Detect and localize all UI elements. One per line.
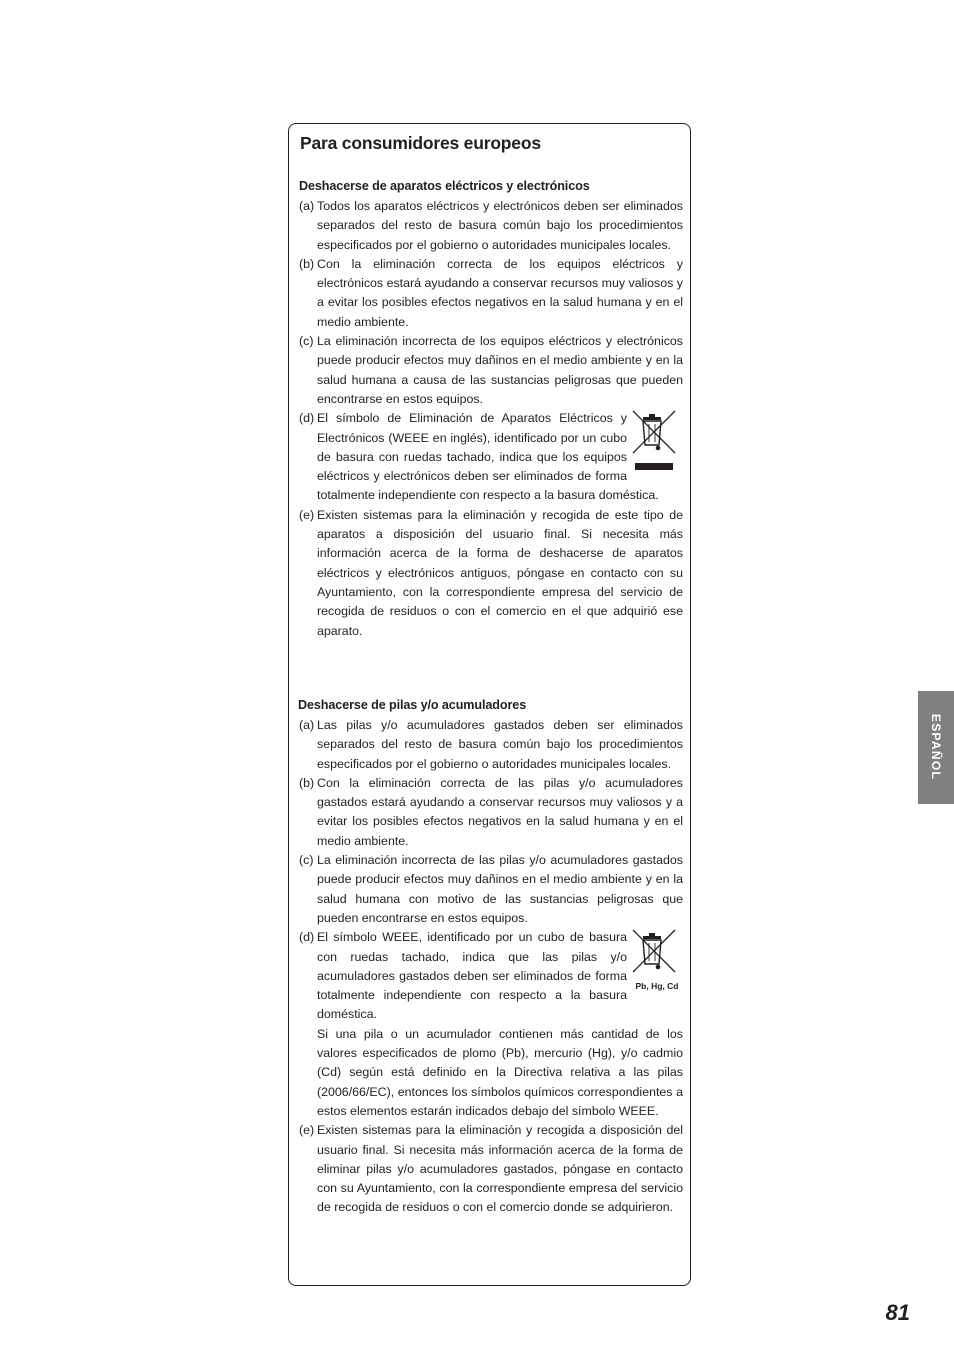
item-text: Con la eliminación correcta de las pilas y/o acumuladores gastados estará ayudando a conservar recursos muy valiosos y a evitar los posibles efectos negativos en la salud humana y en el medio ambiente.	[317, 775, 683, 848]
list-item	[299, 1121, 683, 1217]
list-item	[299, 409, 683, 505]
language-tab-label: ESPAÑOL	[929, 713, 943, 781]
item-label: (e)	[299, 507, 315, 522]
language-side-tab	[918, 691, 954, 804]
list-item	[299, 506, 683, 641]
item-text: El símbolo WEEE, identificado por un cubo de basura con ruedas tachado, indica que las pilas y/o acumuladores gastados deben ser eliminados de forma totalmente independiente con respecto a la basura doméstica.	[317, 930, 627, 1022]
panel-title: Para consumidores europeos	[300, 133, 541, 153]
item-extra-text: Si una pila o un acumulador contienen más cantidad de los valores especificados de plomo (Pb), mercurio (Hg), y/o cadmio (Cd) según está definido en la Directiva relativa a las pilas (2006/66/EC), entonces los símbolos químicos correspondientes a estos elementos estarán indicados debajo del símbolo WEEE.	[317, 1026, 683, 1118]
item-text: Existen sistemas para la eliminación y recogida a disposición del usuario final. Si necesita más información acerca de la forma de eliminar pilas y/o acumuladores gastados, póngase en contacto con su Ayuntamiento, con la correspondiente empresa del servicio de recogida de residuos o con el comercio donde se adquirieron.	[317, 1123, 683, 1215]
item-text: La eliminación incorrecta de las pilas y/o acumuladores gastados puede producir efectos muy dañinos en el medio ambiente y en la salud humana con motivo de las sustancias peligrosas que pueden encontrarse en estos equipos.	[317, 853, 683, 925]
item-label: (a)	[299, 199, 315, 213]
batteries-heading: Deshacerse de pilas y/o acumuladores	[298, 698, 527, 712]
crossed-bin-icon	[631, 928, 679, 976]
chemical-symbols-caption: Pb, Hg, Cd	[635, 981, 679, 992]
list-item	[299, 255, 683, 332]
electronics-list	[299, 197, 683, 641]
crossed-bin-icon	[631, 409, 679, 477]
list-item	[299, 197, 683, 255]
item-label: (a)	[299, 718, 315, 732]
item-label: (d)	[299, 411, 315, 426]
item-text: Existen sistemas para la eliminación y recogida de este tipo de aparatos a disposición del usuario final. Si necesita más información acerca de la forma de deshacerse de aparatos eléctricos y electrónicos antiguos, póngase en contacto con su Ayuntamiento, con la correspondiente empresa del servicio de recogida de residuos o con el comercio en el que adquirió ese aparato.	[317, 507, 683, 638]
item-label: (b)	[299, 256, 315, 271]
item-text: El símbolo de Eliminación de Aparatos Eléctricos y Electrónicos (WEEE en inglés), identificado por un cubo de basura con ruedas tachado, indica que los equipos eléctricos y electrónicos deben ser eliminados de forma totalmente independiente con respecto a la basura doméstica.	[317, 411, 659, 503]
list-item	[299, 716, 683, 774]
item-text: La eliminación incorrecta de los equipos eléctricos y electrónicos puede producir efectos muy dañinos en el medio ambiente y en la salud humana a causa de las sustancias peligrosas que pueden encontrarse en estos equipos.	[317, 334, 683, 406]
list-item	[299, 332, 683, 409]
item-label: (c)	[299, 853, 314, 868]
item-label: (e)	[299, 1123, 315, 1138]
weee-battery-symbol	[631, 928, 683, 992]
eu-consumer-panel	[288, 123, 691, 1286]
item-label: (d)	[299, 930, 315, 945]
list-item	[299, 774, 683, 851]
page-number: 81	[885, 1300, 910, 1325]
item-text: Las pilas y/o acumuladores gastados deben ser eliminados separados del resto de basura común bajo los procedimientos especificados por el gobierno o autoridades municipales locales.	[317, 718, 683, 771]
item-text: Todos los aparatos eléctricos y electrónicos deben ser eliminados separados del resto de basura común bajo los procedimientos especificados por el gobierno o autoridades municipales locales.	[317, 199, 683, 252]
electronics-heading: Deshacerse de aparatos eléctricos y electrónicos	[299, 179, 590, 193]
batteries-list	[299, 716, 683, 1218]
item-label: (c)	[299, 334, 314, 349]
item-text: Con la eliminación correcta de los equipos eléctricos y electrónicos estará ayudando a conservar recursos muy valiosos y a evitar los posibles efectos negativos en la salud humana y en el medio ambiente.	[317, 256, 683, 329]
list-item	[299, 928, 683, 1121]
list-item	[299, 851, 683, 928]
item-label: (b)	[299, 775, 315, 790]
weee-symbol	[631, 409, 683, 481]
